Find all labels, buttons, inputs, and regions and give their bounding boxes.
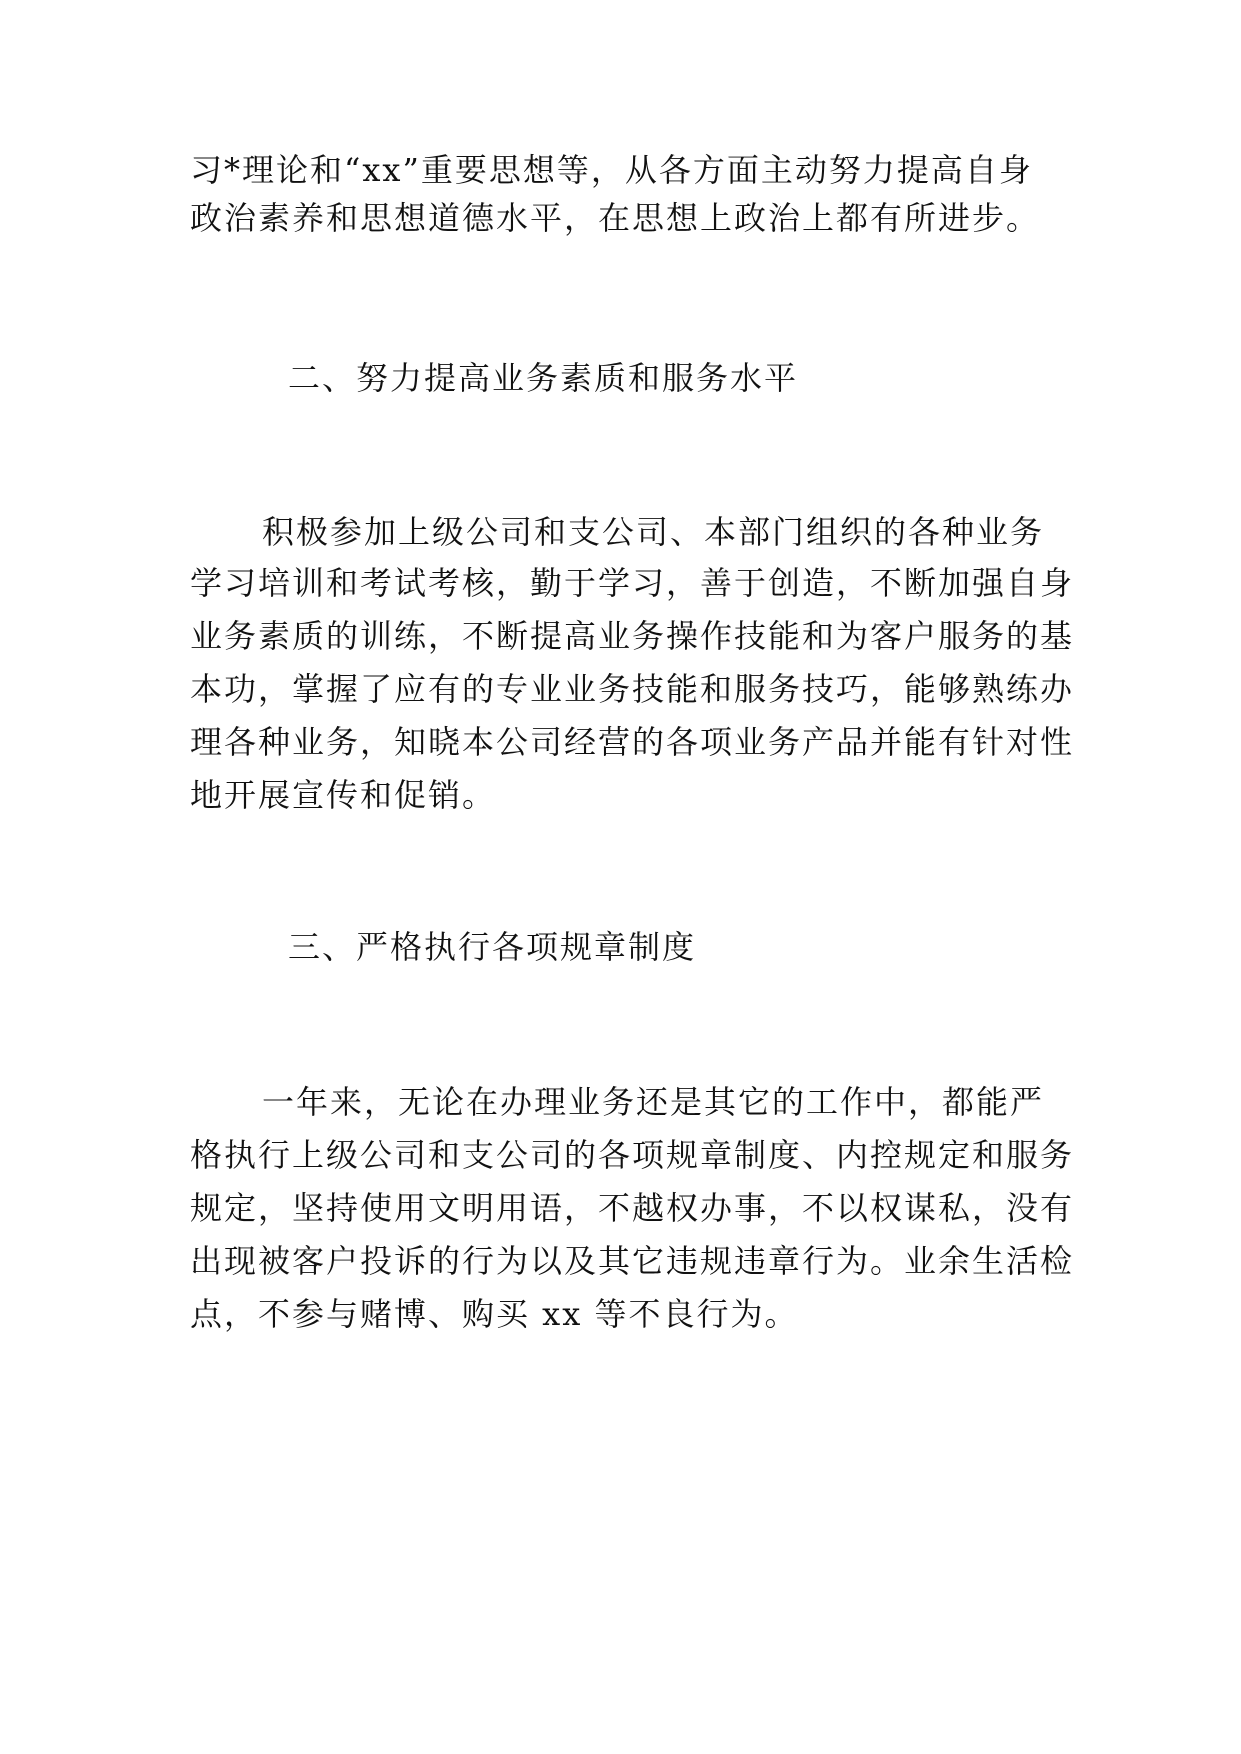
text-line: 规定，坚持使用文明用语，不越权办事，不以权谋私，没有 <box>190 1189 1075 1227</box>
text-line: 格执行上级公司和支公司的各项规章制度、内控规定和服务 <box>190 1136 1075 1174</box>
text-line: 地开展宣传和促销。 <box>190 776 497 814</box>
text-line: 点，不参与赌博、购买 xx 等不良行为。 <box>190 1295 799 1333</box>
text-line: 业务素质的训练，不断提高业务操作技能和为客户服务的基 <box>190 617 1075 655</box>
text-line: 政治素养和思想道德水平，在思想上政治上都有所进步。 <box>190 199 1041 237</box>
text-line: 学习培训和考试考核，勤于学习，善于创造，不断加强自身 <box>190 564 1075 602</box>
text-line: 本功，掌握了应有的专业业务技能和服务技巧，能够熟练办 <box>190 670 1075 708</box>
text-line: 一年来，无论在办理业务还是其它的工作中，都能严 <box>262 1083 1045 1121</box>
text-line: 理各种业务，知晓本公司经营的各项业务产品并能有针对性 <box>190 723 1075 761</box>
text-line: 出现被客户投诉的行为以及其它违规违章行为。业余生活检 <box>190 1242 1075 1280</box>
section-2-heading: 二、努力提高业务素质和服务水平 <box>288 359 799 397</box>
text-line: 习*理论和“xx”重要思想等，从各方面主动努力提高自身 <box>190 151 1033 189</box>
section-3-heading: 三、严格执行各项规章制度 <box>288 928 697 966</box>
text-line: 积极参加上级公司和支公司、本部门组织的各种业务 <box>262 513 1045 551</box>
